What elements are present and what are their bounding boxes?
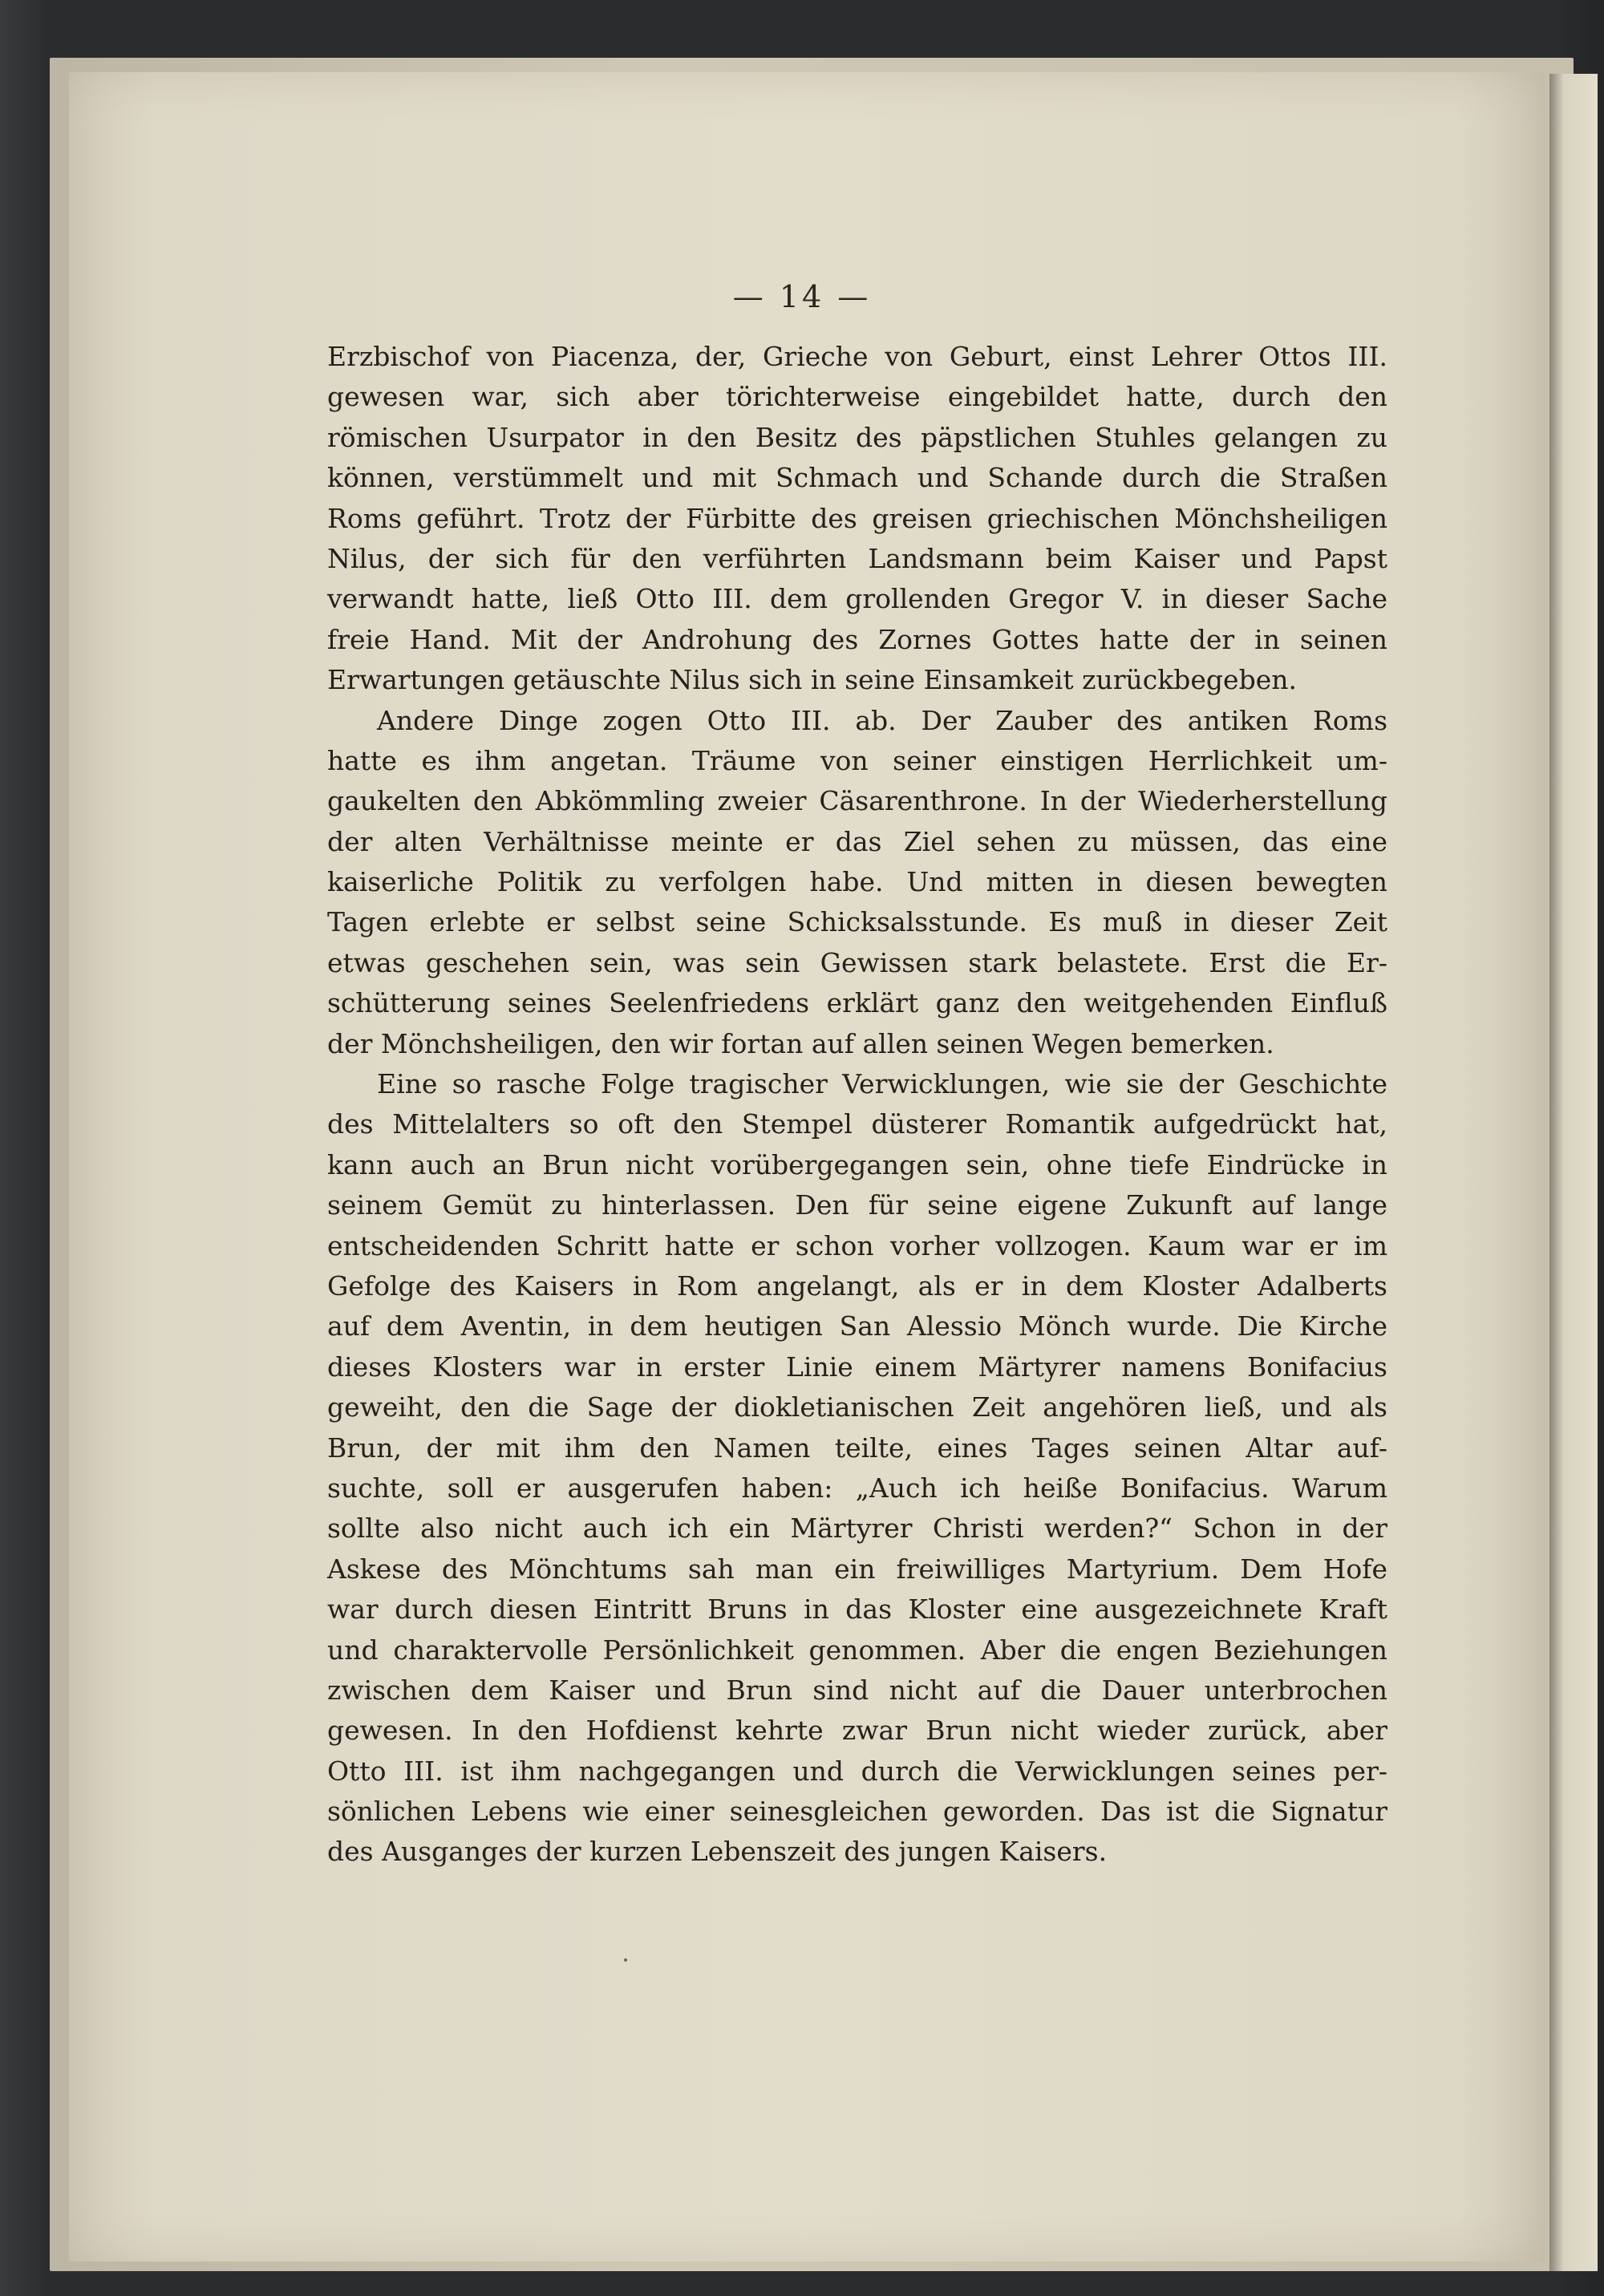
text-line: Gefolge des Kaisers in Rom angelangt, als er in dem Kloster Adalberts xyxy=(327,1269,1387,1302)
text-line: gewesen. In den Hofdienst kehrte zwar Brun nicht wieder zurück, aber xyxy=(327,1715,1387,1747)
text-line: des Mittelalters so oft den Stempel düsterer Romantik aufgedrückt hat, xyxy=(327,1108,1387,1140)
text-line: zwischen dem Kaiser und Brun sind nicht auf die Dauer unterbrochen xyxy=(327,1674,1387,1706)
text-line: Eine so rasche Folge tragischer Verwicklungen, wie sie der Geschichte xyxy=(377,1068,1387,1100)
text-line: der Mönchsheiligen, den wir fortan auf allen seinen Wegen bemerken. xyxy=(327,1027,1274,1059)
text-line: Roms geführt. Trotz der Fürbitte des greisen griechischen Mönchsheiligen xyxy=(327,502,1387,534)
text-line: schütterung seines Seelenfriedens erklärt ganz den weitgehenden Einfluß xyxy=(327,987,1387,1019)
text-line: gaukelten den Abkömmling zweier Cäsarenthrone. In der Wiederherstellung xyxy=(327,785,1387,817)
text-line: Nilus, der sich für den verführten Landsmann beim Kaiser und Papst xyxy=(327,542,1387,574)
text-line: Tagen erlebte er selbst seine Schicksalsstunde. Es muß in dieser Zeit xyxy=(327,906,1387,938)
text-line: suchte, soll er ausgerufen haben: „Auch ich heiße Bonifacius. Warum xyxy=(327,1472,1387,1504)
text-line: geweiht, den die Sage der diokletianischen Zeit angehören ließ, und als xyxy=(327,1391,1387,1423)
text-line: Andere Dinge zogen Otto III. ab. Der Zauber des antiken Roms xyxy=(377,704,1387,736)
text-line: kaiserliche Politik zu verfolgen habe. Und mitten in diesen bewegten xyxy=(327,866,1387,898)
page-number: — 14 — xyxy=(732,279,872,314)
text-line: römischen Usurpator in den Besitz des päpstlichen Stuhles gelangen zu xyxy=(327,421,1387,453)
text-line: verwandt hatte, ließ Otto III. dem grollenden Gregor V. in dieser Sache xyxy=(327,583,1387,615)
text-line: kann auch an Brun nicht vorübergegangen sein, ohne tiefe Eindrücke in xyxy=(327,1148,1387,1180)
text-line: sollte also nicht auch ich ein Märtyrer Christi werden?“ Schon in der xyxy=(327,1512,1387,1545)
text-line: und charaktervolle Persönlichkeit genommen. Aber die engen Beziehungen xyxy=(327,1634,1387,1666)
text-line: war durch diesen Eintritt Bruns in das Kloster eine ausgezeichnete Kraft xyxy=(327,1593,1387,1626)
text-line: hatte es ihm angetan. Träume von seiner einstigen Herrlichkeit um- xyxy=(327,744,1387,776)
paper-speck xyxy=(624,1958,627,1962)
text-line: Erwartungen getäuschte Nilus sich in seine Einsamkeit zurückbegeben. xyxy=(327,664,1297,696)
text-line: Brun, der mit ihm den Namen teilte, eines Tages seinen Altar auf- xyxy=(327,1431,1387,1464)
text-line: sönlichen Lebens wie einer seinesgleichen geworden. Das ist die Signatur xyxy=(327,1796,1387,1828)
text-line: des Ausganges der kurzen Lebenszeit des jungen Kaisers. xyxy=(327,1836,1108,1868)
text-line: gewesen war, sich aber törichterweise eingebildet hatte, durch den xyxy=(327,381,1387,413)
text-line: Otto III. ist ihm nachgegangen und durch die Verwicklungen seines per- xyxy=(327,1755,1387,1787)
body-text xyxy=(327,337,1387,1873)
text-line: Askese des Mönchtums sah man ein freiwilliges Martyrium. Dem Hofe xyxy=(327,1553,1387,1585)
text-line: etwas geschehen sein, was sein Gewissen stark belastete. Erst die Er- xyxy=(327,946,1387,978)
text-line: dieses Klosters war in erster Linie einem Märtyrer namens Bonifacius xyxy=(327,1350,1387,1383)
text-line: Erzbischof von Piacenza, der, Grieche von Geburt, einst Lehrer Ottos III. xyxy=(327,341,1387,372)
text-line: entscheidenden Schritt hatte er schon vorher vollzogen. Kaum war er im xyxy=(327,1229,1387,1261)
next-page-edge xyxy=(1549,74,1598,2271)
text-line: freie Hand. Mit der Androhung des Zornes Gottes hatte der in seinen xyxy=(327,623,1387,655)
text-line: seinem Gemüt zu hinterlassen. Den für seine eigene Zukunft auf lange xyxy=(327,1189,1387,1221)
text-line: können, verstümmelt und mit Schmach und Schande durch die Straßen xyxy=(327,462,1387,494)
text-line: auf dem Aventin, in dem heutigen San Alessio Mönch wurde. Die Kirche xyxy=(327,1310,1387,1342)
text-line: der alten Verhältnisse meinte er das Ziel sehen zu müssen, das eine xyxy=(327,825,1387,857)
